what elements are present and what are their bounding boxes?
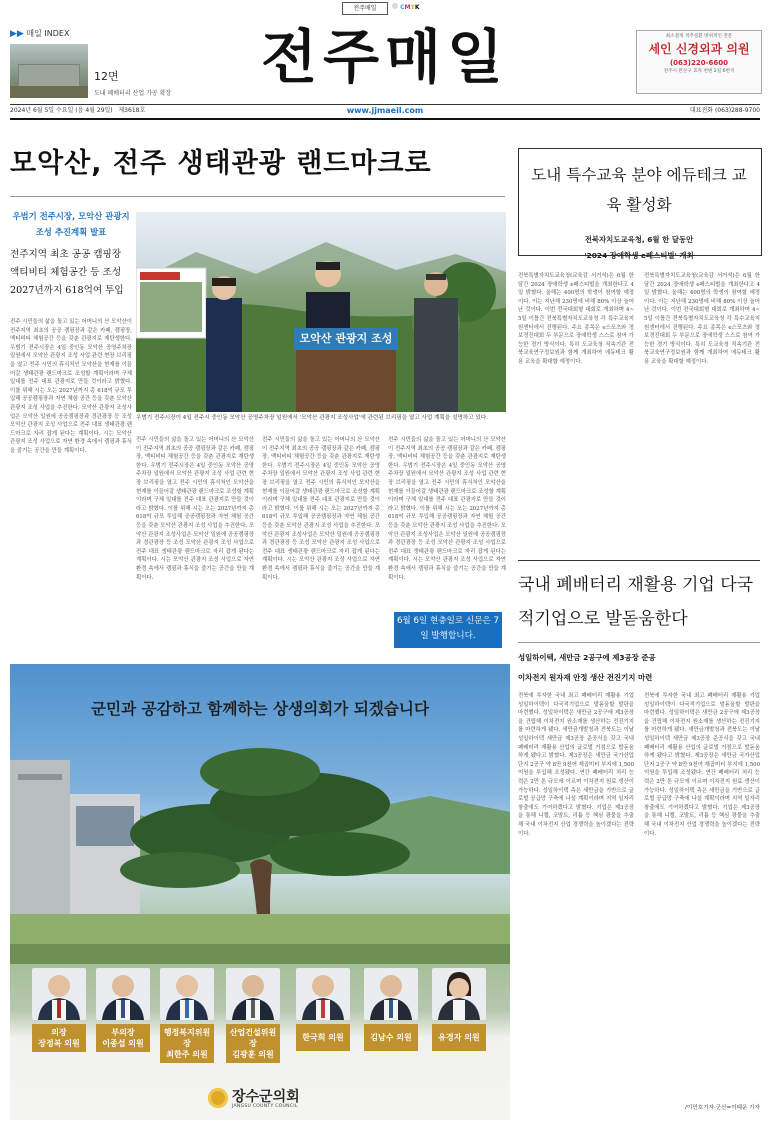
index-label: 매일 INDEX	[26, 29, 70, 38]
edu-body-col1: 전북특별자치도교육청(교육감 서거석)은 6월 한 달간 2024 장애학생 e페스티벌을 개최한다고 4일 밝혔다. 올해는 400명의 학생이 참여할 예정이다. 이는 지난해 230명에 비해 80% 이상 늘어난 것이다. 이번 전국대회형 대회로 개최하며 4~5일 이틀간 전북특별자치도교육청 각 특수교육지원센터에서 진행된다. 주요 종목은 e스포츠와 정보경진대회 두 부문으로 장애학생 스스로 참여 가능한 경기 방식이다. 특히 도교육청 직속기관 전북교육연구정보원과 함께 개최하여 에듀테크 활용 교육을 확대할 예정이다.	[518, 273, 634, 365]
masthead-phone: 대표전화 (063)288-9700	[689, 107, 760, 114]
top-ad[interactable]	[636, 30, 762, 94]
battery-byline: /이민호기자·군산=이태운 기자	[685, 1105, 760, 1111]
date-rule-bottom	[10, 118, 760, 120]
edu-body-col2: 전북특별자치도교육청(교육감 서거석)은 6월 한 달간 2024 장애학생 e페스티벌을 개최한다고 4일 밝혔다. 올해는 400명의 학생이 참여할 예정이다. 이는 지난해 230명에 비해 80% 이상 늘어난 것이다. 이번 전국대회형 대회로 개최하며 4~5일 이틀간 전북특별자치도교육청 각 특수교육지원센터에서 진행된다. 주요 종목은 e스포츠와 정보경진대회 두 부문으로 장애학생 스스로 참여 가능한 경기 방식이다. 특히 도교육청 직속기관 전북교육연구정보원과 함께 개최하여 에듀테크 활용 교육을 확대할 예정이다.	[644, 273, 760, 365]
member-label: 산업건설위원장 김광훈 의원	[226, 1024, 280, 1063]
member-photo	[160, 968, 214, 1020]
member-photo	[432, 968, 486, 1020]
main-photo-caption: 우범기 전주시장이 4일 전주시 중인동 모악산 공영주차장 일원에서 '모악산 관광지 조성사업'에 관련된 브리핑을 열고 사업 계획을 설명하고 있다.	[136, 415, 489, 421]
main-body-col3: 전주 시민들의 삶을 돌고 있는 어머니의 산 모악산이 전주지역 최초의 공공 캠핑장과 같은 카페, 캠핑장, 액티비티 체험공간 등을 갖춘 관광지로 재탄생한다. 우범기 전주시장은 4일 중인동 모악산 공영주차장 일원에서 모악산 관광지 조성 사업 관련 현장 브리핑을 열고 전주 시민의 휴식처인 모악산을 현재를 이끌어갈 생태관광 랜드마크로 조성할 계획이라며 구체 일대를 전주 대표 관광지로 만들 것이라고 밝혔다. 이를 위해 시는 오는 2027년까지 총 618억 규모 투입해 공공캠핑장과 자연 체험 공간 등을 갖춘 모악산 관광지 조성 사업을 추진한다. 모악산 관광지 조성사업은 모악산 일원에 공공캠핑장과 경관광장 등 조성 모악산 관광지 조성 사업으로 전주 대표 생태관광 랜드마크로 자리 잡게 된다는 계획이다. 시는 모악산 관광지 조성 사업으로 자연 환경 속에서 캠핑과 휴식을 즐기는 공간을 만들 계획이다.	[262, 437, 380, 581]
council-emblem-icon	[208, 1088, 228, 1108]
cmyk-y: Y	[410, 4, 415, 11]
battery-rule	[518, 560, 760, 561]
main-sub1: 우범기 전주시장, 모악산 관광지 조성 추진계획 발표	[12, 211, 130, 237]
main-body-col4: 전주 시민들의 삶을 돌고 있는 어머니의 산 모악산이 전주지역 최초의 공공 캠핑장과 같은 카페, 캠핑장, 액티비티 체험공간 등을 갖춘 관광지로 재탄생한다. 우범기 전주시장은 4일 중인동 모악산 공영주차장 일원에서 모악산 관광지 조성 사업 관련 현장 브리핑을 열고 전주 시민의 휴식처인 모악산을 현재를 이끌어갈 생태관광 랜드마크로 조성할 계획이라며 구체 일대를 전주 대표 관광지로 만들 것이라고 밝혔다. 이를 위해 시는 오는 2027년까지 총 618억 규모 투입해 공공캠핑장과 자연 체험 공간 등을 갖춘 모악산 관광지 조성 사업을 추진한다. 모악산 관광지 조성사업은 모악산 일원에 공공캠핑장과 경관광장 등 조성 모악산 관광지 조성 사업으로 전주 대표 생태관광 랜드마크로 자리 잡게 된다는 계획이다. 시는 모악산 관광지 조성 사업으로 자연 환경 속에서 캠핑과 휴식을 즐기는 공간을 만들 계획이다.	[388, 437, 506, 581]
member-label: 행정복지위원장 최한주 의원	[160, 1024, 214, 1063]
council-logo	[206, 1084, 316, 1114]
cmyk-dot	[392, 3, 398, 9]
member-photo	[96, 968, 150, 1020]
top-tag: 전주매일	[342, 2, 388, 15]
main-photo-scene	[136, 212, 506, 412]
council-member	[364, 968, 418, 1051]
main-sub2: 전주지역 최초 공공 캠핑장 액티비티 체험공간 등 조성 2027년까지 618억여 투입	[10, 249, 124, 296]
battery-body-col2: 전북에 투자한 국내 최고 폐배터리 재활용 기업 성일하이텍이 다국적기업으로 발돋움할 발판을 마련했다. 성일하이텍은 새만금 2공구에 제3공장을 건립해 이차전지 원소재를 생산하는 전진기지를 마련하게 됐다. 새만금개발청과 전북도는 이날 성일하이텍 새만금 제3공장 준공식을 갖고 국내 폐배터리 재활용 산업의 글로벌 거점으로 발돋움하게 됐다고 밝혔다. 제3공장은 새만금 국가산업단지 2공구 약 8만 9천여 제곱미터 부지에 1,500억원을 투입해 조성됐다. 연간 폐배터리 처리 능력은 2만 톤 규모에 이르며 이차전지 원료 생산이 가능하다. 성일하이텍 측은 새만금을 기반으로 글로벌 공급망 구축에 나설 계획이라며 지역 일자리 창출에도 기여하겠다고 밝혔다. 기업은 제3공장을 통해 니켈, 코발트, 리튬 등 핵심 광물을 추출해 국내 이차전지 산업 경쟁력을 높이겠다는 전략이다.	[644, 693, 760, 837]
index-teaser: 도내 폐배터리 산업 가공 확장	[94, 90, 172, 97]
member-photo	[296, 968, 350, 1020]
main-headline[interactable]: 모악산, 전주 생태관광 랜드마크로	[10, 148, 432, 179]
masthead-date	[10, 106, 145, 116]
member-label: 부의장 이종섭 의원	[96, 1024, 150, 1052]
holiday-notice: 6월 6일 현충일로 신문은 7일 발행합니다.	[394, 612, 502, 648]
member-label: 유경자 의원	[432, 1024, 486, 1051]
edu-headline[interactable]: 도내 특수교육 분야 에듀테크 교육 활성화	[531, 166, 747, 214]
masthead-issue: 제3618호	[118, 107, 146, 114]
index-page: 12면	[94, 70, 119, 83]
council-name-en: JANGSU COUNTY COUNCIL	[232, 1104, 298, 1109]
council-member	[226, 968, 280, 1063]
index-box	[10, 28, 244, 100]
council-slogan: 군민과 공감하고 함께하는 상생의회가 되겠습니다	[90, 700, 430, 718]
member-label: 한국희 의원	[296, 1024, 350, 1051]
battery-body-col1: 전북에 투자한 국내 최고 폐배터리 재활용 기업 성일하이텍이 다국적기업으로 발돋움할 발판을 마련했다. 성일하이텍은 새만금 2공구에 제3공장을 건립해 이차전지 원소재를 생산하는 전진기지를 마련하게 됐다. 새만금개발청과 전북도는 이날 성일하이텍 새만금 제3공장 준공식을 갖고 국내 폐배터리 재활용 산업의 글로벌 거점으로 발돋움하게 됐다고 밝혔다. 제3공장은 새만금 국가산업단지 2공구 약 8만 9천여 제곱미터 부지에 1,500억원을 투입해 조성됐다. 연간 폐배터리 처리 능력은 2만 톤 규모에 이르며 이차전지 원료 생산이 가능하다. 성일하이텍 측은 새만금을 기반으로 글로벌 공급망 구축에 나설 계획이라며 지역 일자리 창출에도 기여하겠다고 밝혔다. 기업은 제3공장을 통해 니켈, 코발트, 리튬 등 핵심 광물을 추출해 국내 이차전지 산업 경쟁력을 높이겠다는 전략이다.	[518, 693, 634, 837]
double-arrow-icon: ▶▶	[10, 29, 24, 39]
masthead-url[interactable]: www.jjmaeil.com	[346, 106, 424, 115]
main-headline-rule	[10, 196, 505, 197]
council-member	[160, 968, 214, 1063]
council-name: 장수군의회	[232, 1089, 300, 1105]
main-body-col2: 전주 시민들의 삶을 돌고 있는 어머니의 산 모악산이 전주지역 최초의 공공 캠핑장과 같은 카페, 캠핑장, 액티비티 체험공간 등을 갖춘 관광지로 재탄생한다. 우범기 전주시장은 4일 중인동 모악산 공영주차장 일원에서 모악산 관광지 조성 사업 관련 현장 브리핑을 열고 전주 시민의 휴식처인 모악산을 현재를 이끌어갈 생태관광 랜드마크로 조성할 계획이라며 구체 일대를 전주 대표 관광지로 만들 것이라고 밝혔다. 이를 위해 시는 오는 2027년까지 총 618억 규모 투입해 공공캠핑장과 자연 체험 공간 등을 갖춘 모악산 관광지 조성 사업을 추진한다. 모악산 관광지 조성사업은 모악산 일원에 공공캠핑장과 경관광장 등 조성 모악산 관광지 조성 사업으로 전주 대표 생태관광 랜드마크로 자리 잡게 된다는 계획이다. 시는 모악산 관광지 조성 사업으로 자연 환경 속에서 캠핑과 휴식을 즐기는 공간을 만들 계획이다.	[136, 437, 254, 581]
council-member	[96, 968, 150, 1052]
masthead-date-text: 2024년 6월 5일 수요일 (음 4월 29일)	[10, 107, 113, 114]
cmyk-marks	[392, 3, 420, 13]
member-photo	[32, 968, 86, 1020]
photo-banner: 모악산 관광지 조성	[294, 328, 398, 350]
battery-headline-rule	[518, 642, 760, 643]
member-photo	[226, 968, 280, 1020]
edu-sub1: 전북자치도교육청, 6월 한 달동안	[584, 235, 694, 244]
council-ad[interactable]	[10, 664, 510, 1120]
main-photo	[136, 212, 506, 412]
top-ad-phone: (063)220-6600	[669, 59, 728, 67]
top-ad-brand: 세인 신경외과 의원	[648, 42, 750, 56]
battery-sub2: 이차전지 원자재 안정 생산 전진기지 마련	[518, 673, 653, 682]
battery-headline[interactable]: 국내 폐배터리 재활용 기업 다국적기업으로 발돋움한다	[518, 575, 754, 629]
cmyk-k: K	[414, 4, 420, 11]
top-ad-address: 전주시 완산구 효자 천변 2길 6번지	[663, 69, 735, 74]
masthead-title: 전주매일	[260, 23, 510, 91]
edu-sub2: '2024 장애학생 e페스티벌' 개최	[584, 251, 694, 260]
cmyk-m: M	[404, 4, 411, 11]
member-label: 의장 장정복 의원	[32, 1024, 86, 1052]
index-label-row	[10, 28, 244, 40]
council-member	[432, 968, 486, 1051]
council-member	[32, 968, 86, 1052]
main-body-col1: 전주 시민들의 삶을 돌고 있는 어머니의 산 모악산이 전주지역 최초의 공공 캠핑장과 같은 카페, 캠핑장, 액티비티 체험공간 등을 갖춘 관광지로 재탄생한다. 우범기 전주시장은 4일 중인동 모악산 공영주차장 일원에서 모악산 관광지 조성 사업 관련 현장 브리핑을 열고 전주 시민의 휴식처인 모악산을 현재를 이끌어갈 생태관광 랜드마크로 조성할 계획이라며 구체 일대를 전주 대표 관광지로 만들 것이라고 밝혔다. 이를 위해 시는 오는 2027년까지 총 618억 규모 투입해 공공캠핑장과 자연 체험 공간 등을 갖춘 모악산 관광지 조성 사업을 추진한다. 모악산 관광지 조성사업은 모악산 일원에 공공캠핑장과 경관광장 등 조성 모악산 관광지 조성 사업으로 전주 대표 생태관광 랜드마크로 자리 잡게 된다는 계획이다. 시는 모악산 관광지 조성 사업으로 자연 환경 속에서 캠핑과 휴식을 즐기는 공간을 만들 계획이다.	[10, 319, 132, 454]
battery-sub1: 성일하이텍, 새만금 2공구에 제3공장 준공	[518, 653, 656, 662]
index-thumbnail	[10, 44, 88, 98]
top-ad-line1: 최소절개 척추질환 방위적인 전문	[665, 34, 733, 39]
council-member	[296, 968, 350, 1051]
member-label: 김남수 의원	[364, 1024, 418, 1051]
member-photo	[364, 968, 418, 1020]
cmyk-c: C	[400, 4, 405, 11]
